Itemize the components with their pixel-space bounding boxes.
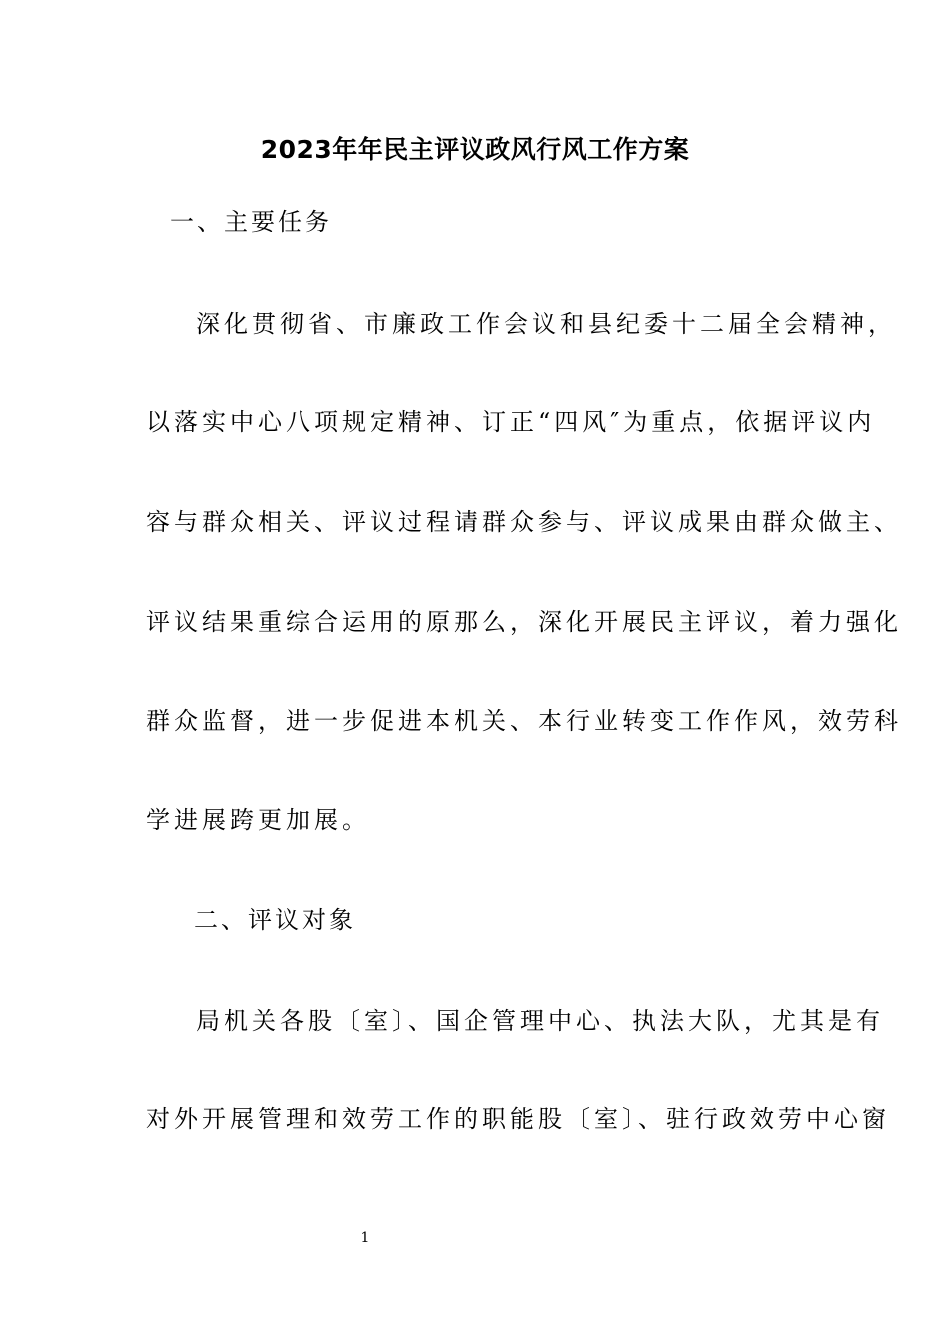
paragraph-line: 群众监督，进一步促进本机关、本行业转变工作作风，效劳科	[146, 707, 902, 735]
paragraph-line: 局机关各股〔室〕、国企管理中心、执法大队，尤其是有	[196, 1007, 884, 1035]
paragraph-line: 容与群众相关、评议过程请群众参与、评议成果由群众做主、	[146, 508, 902, 536]
paragraph-line: 以落实中心八项规定精神、订正“四风″为重点，依据评议内	[146, 408, 876, 436]
section-heading-main-tasks: 一、主要任务	[170, 208, 332, 236]
paragraph-line: 深化贯彻省、市廉政工作会议和县纪委十二届全会精神，	[196, 310, 896, 338]
document-title: 2023年年民主评议政风行风工作方案	[260, 135, 690, 164]
page-number: 1	[360, 1230, 370, 1246]
paragraph-line: 学进展跨更加展。	[146, 806, 370, 834]
paragraph-line: 评议结果重综合运用的原那么，深化开展民主评议，着力强化	[146, 608, 902, 636]
paragraph-line: 对外开展管理和效劳工作的职能股〔室〕、驻行政效劳中心窗	[146, 1105, 890, 1133]
section-heading-evaluation-targets: 二、评议对象	[194, 906, 356, 934]
